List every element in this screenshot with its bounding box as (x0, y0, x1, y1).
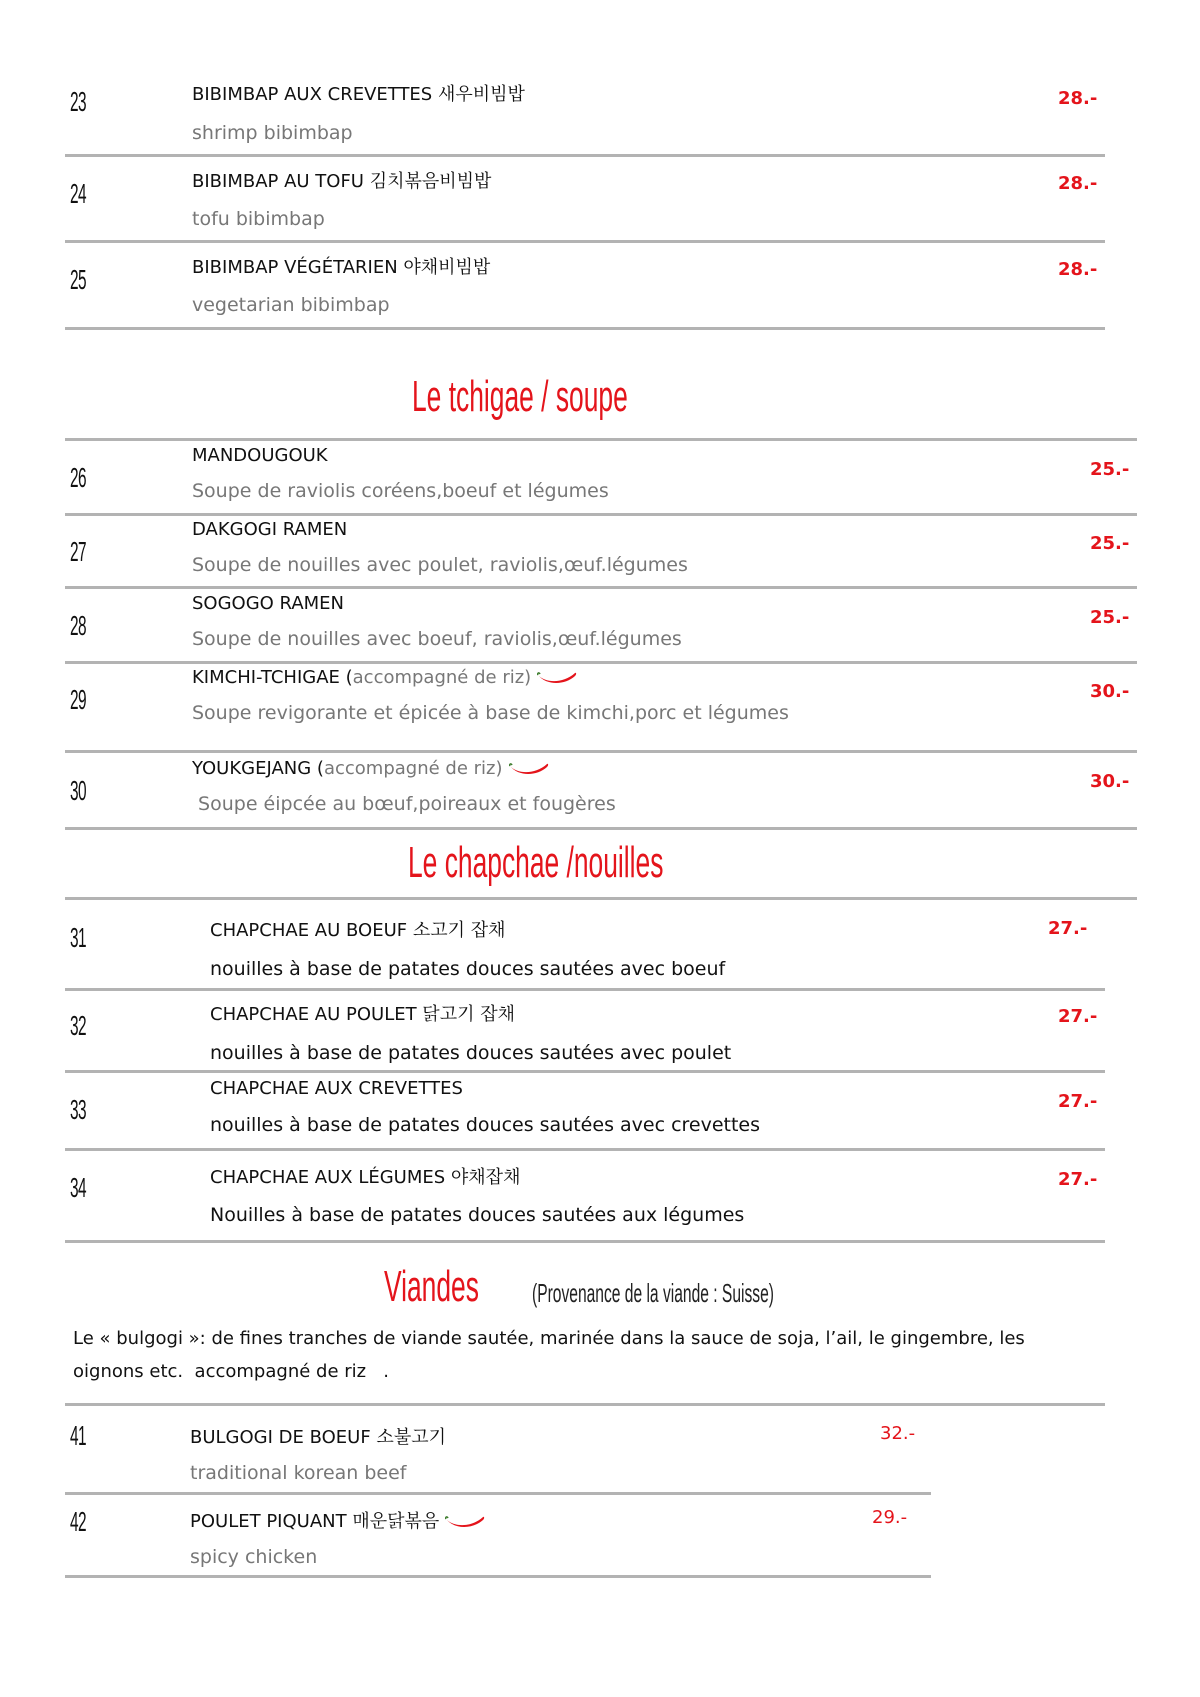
divider (65, 827, 1137, 830)
divider (65, 750, 1137, 753)
item-number: 42 (70, 1506, 87, 1537)
bulgogi-intro-line-2: oignons etc. accompagné de riz . (73, 1361, 389, 1382)
item-number: 30 (70, 775, 87, 806)
divider (65, 513, 1137, 516)
item-number: 32 (70, 1010, 87, 1041)
item-number: 24 (70, 178, 87, 209)
item-number: 31 (70, 922, 87, 953)
chili-pepper-icon (537, 670, 577, 686)
item-number: 28 (70, 610, 87, 641)
item-price: 28.- (1058, 173, 1098, 194)
divider (65, 1575, 931, 1578)
chili-pepper-icon (445, 1514, 485, 1530)
item-note: accompagné de riz) (352, 667, 532, 688)
item-description: shrimp bibimbap (192, 122, 353, 144)
item-price: 25.- (1090, 607, 1130, 628)
divider (65, 438, 1137, 441)
item-description: traditional korean beef (190, 1462, 407, 1484)
item-name: BULGOGI DE BOEUF 소불고기 (190, 1427, 446, 1448)
item-name-text: KIMCHI-TCHIGAE ( (192, 667, 353, 688)
divider (65, 1070, 1105, 1073)
divider (65, 1240, 1105, 1243)
item-description: Nouilles à base de patates douces sautées aux légumes (210, 1204, 745, 1226)
item-number: 29 (70, 684, 87, 715)
item-name: BIBIMBAP AUX CREVETTES 새우비빔밥 (192, 84, 525, 105)
item-description: spicy chicken (190, 1546, 318, 1568)
item-price: 28.- (1058, 88, 1098, 109)
item-price: 30.- (1090, 681, 1130, 702)
item-name (192, 758, 549, 779)
item-note: accompagné de riz) (323, 758, 503, 779)
divider (65, 1492, 931, 1495)
item-price: 25.- (1090, 459, 1130, 480)
item-name-text: YOUKGEJANG ( (192, 758, 324, 779)
item-price: 27.- (1058, 1006, 1098, 1027)
item-number: 27 (70, 536, 87, 567)
item-name: CHAPCHAE AU POULET 닭고기 잡채 (210, 1004, 515, 1025)
item-description: Soupe de raviolis coréens,boeuf et légumes (192, 480, 609, 502)
item-price: 30.- (1090, 771, 1130, 792)
item-description: nouilles à base de patates douces sautées avec crevettes (210, 1114, 761, 1136)
item-price: 27.- (1048, 918, 1088, 939)
item-name: BIBIMBAP AU TOFU 김치볶음비빔밥 (192, 171, 492, 192)
item-description: Soupe de nouilles avec boeuf, raviolis,œuf.légumes (192, 628, 682, 650)
item-description: Soupe revigorante et épicée à base de kimchi,porc et légumes (192, 702, 789, 724)
item-price: 32.- (880, 1423, 916, 1444)
item-price: 25.- (1090, 533, 1130, 554)
section-title: Le tchigae / soupe (412, 372, 628, 421)
item-number: 33 (70, 1094, 87, 1125)
divider (65, 327, 1105, 330)
item-name (190, 1507, 485, 1533)
item-name-text: POULET PIQUANT 매운닭볶음 (190, 1511, 440, 1532)
divider (65, 154, 1105, 157)
item-name: CHAPCHAE AU BOEUF 소고기 잡채 (210, 920, 506, 941)
divider (65, 897, 1137, 900)
item-description: nouilles à base de patates douces sautées avec poulet (210, 1042, 732, 1064)
divider (65, 586, 1137, 589)
item-description: tofu bibimbap (192, 208, 325, 230)
divider (65, 1403, 1105, 1406)
item-number: 26 (70, 462, 87, 493)
item-price: 27.- (1058, 1091, 1098, 1112)
item-description: Soupe éipcée au bœuf,poireaux et fougères (192, 793, 616, 815)
item-name (192, 667, 577, 688)
item-price: 28.- (1058, 259, 1098, 280)
item-price: 29.- (872, 1507, 908, 1528)
divider (65, 988, 1105, 991)
bulgogi-intro-line-1: Le « bulgogi »: de fines tranches de viande sautée, marinée dans la sauce de soja, l’ail, le gingembre, les (73, 1328, 1025, 1349)
item-number: 41 (70, 1420, 87, 1451)
item-name: BIBIMBAP VÉGÉTARIEN 야채비빔밥 (192, 257, 491, 278)
section-title: Viandes (384, 1262, 479, 1311)
item-number: 23 (70, 86, 87, 117)
item-description: nouilles à base de patates douces sautées avec boeuf (210, 958, 726, 980)
divider (65, 661, 1137, 664)
item-name: CHAPCHAE AUX LÉGUMES 야채잡채 (210, 1167, 521, 1188)
meat-provenance: (Provenance de la viande : Suisse) (532, 1278, 774, 1308)
item-description: vegetarian bibimbap (192, 294, 390, 316)
item-name: SOGOGO RAMEN (192, 593, 345, 614)
section-title: Le chapchae /nouilles (408, 838, 664, 887)
divider (65, 240, 1105, 243)
item-number: 34 (70, 1172, 87, 1203)
item-name: MANDOUGOUK (192, 445, 328, 466)
divider (65, 1148, 1105, 1151)
chili-pepper-icon (509, 761, 549, 777)
item-price: 27.- (1058, 1169, 1098, 1190)
item-name: DAKGOGI RAMEN (192, 519, 348, 540)
item-number: 25 (70, 264, 87, 295)
item-name: CHAPCHAE AUX CREVETTES (210, 1078, 463, 1099)
item-description: Soupe de nouilles avec poulet, raviolis,œuf.légumes (192, 554, 688, 576)
